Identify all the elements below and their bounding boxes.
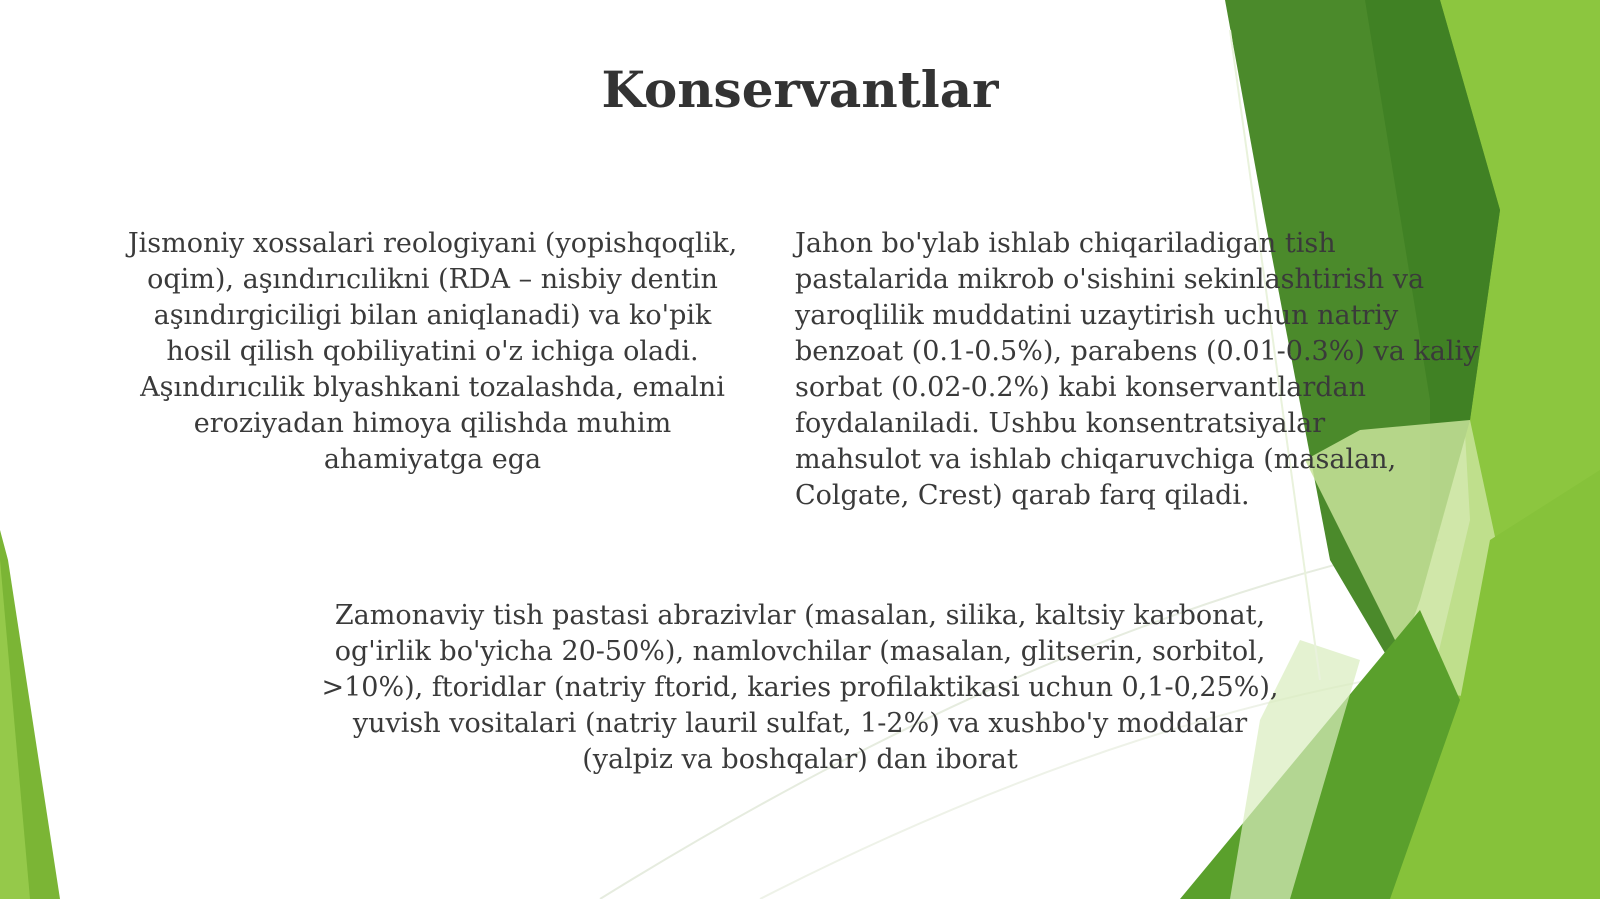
left-paragraph: Jismoniy xossalari reologiyani (yopishqoqlik, oqim), aşındırıcılikni (RDA – nisbiy dentin aşındırgiciligi bilan aniqlanadi) va ko'pik hosil qilish qobiliyatini o'z ichiga oladi. Aşındırıcılik blyashkani tozalashda, emalni eroziyadan himoya qilishda muhim ahamiyatga ega [127, 228, 738, 475]
right-paragraph: Jahon bo'ylab ishlab chiqariladigan tish pastalarida mikrob o'sishini sekinlashtirish va yaroqlilik muddatini uzaytirish uchun natriy benzoat (0.1-0.5%), parabens (0.01-0.3%) va kaliy sorbat (0.02-0.2%) kabi konservantlardan foydalaniladi. Ushbu konsentratsiyalar mahsulot va ishlab chiqaruvchiga (masalan, Colgate, Crest) qarab farq qiladi. [795, 228, 1479, 511]
slide-title: Konservantlar [601, 60, 999, 119]
bottom-paragraph: Zamonaviy tish pastasi abrazivlar (masalan, silika, kaltsiy karbonat, og'irlik bo'yicha 20-50%), namlovchilar (masalan, glitserin, sorbitol, >10%), ftoridlar (natriy ftorid, karies profilaktikasi uchun 0,1-0,25%), yuvish vositalari (natriy lauril sulfat, 1-2%) va xushbo'y moddalar (yalpiz va boshqalar) dan iborat [321, 600, 1279, 775]
